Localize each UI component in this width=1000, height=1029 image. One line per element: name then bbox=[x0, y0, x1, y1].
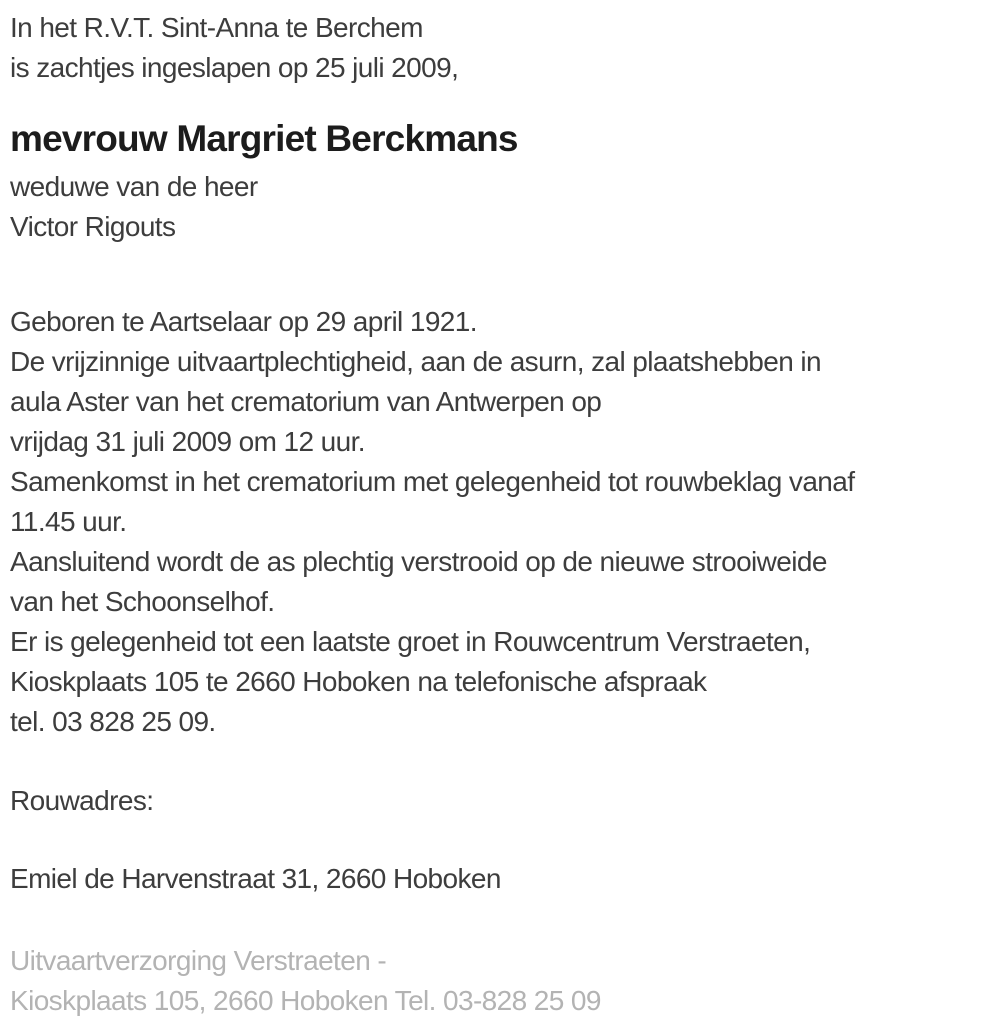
funeral-home-footer bbox=[10, 941, 990, 1021]
details-line: vrijdag 31 juli 2009 om 12 uur. bbox=[10, 426, 365, 457]
details-line: Er is gelegenheid tot een laatste groet in Rouwcentrum Verstraeten, bbox=[10, 626, 811, 657]
intro-line: is zachtjes ingeslapen op 25 juli 2009, bbox=[10, 52, 459, 83]
relation-line: Victor Rigouts bbox=[10, 211, 176, 242]
rouwadres-label: Rouwadres: bbox=[10, 785, 154, 816]
details-line: Aansluitend wordt de as plechtig verstrooid op de nieuwe strooiweide bbox=[10, 546, 827, 577]
details-line: Samenkomst in het crematorium met gelegenheid tot rouwbeklag vanaf bbox=[10, 466, 855, 497]
details-line: Geboren te Aartselaar op 29 april 1921. bbox=[10, 306, 477, 337]
details-line: Kioskplaats 105 te 2660 Hoboken na telefonische afspraak bbox=[10, 666, 707, 697]
relation-block bbox=[10, 167, 990, 247]
details-line: tel. 03 828 25 09. bbox=[10, 706, 216, 737]
deceased-name-heading: mevrouw Margriet Berckmans bbox=[10, 118, 518, 159]
relation-line: weduwe van de heer bbox=[10, 171, 258, 202]
details-line: aula Aster van het crematorium van Antwerpen op bbox=[10, 386, 602, 417]
details-line: De vrijzinnige uitvaartplechtigheid, aan de asurn, zal plaatshebben in bbox=[10, 346, 821, 377]
intro-block bbox=[10, 8, 990, 88]
details-line: van het Schoonselhof. bbox=[10, 586, 275, 617]
details-line: 11.45 uur. bbox=[10, 506, 127, 537]
footer-line: Uitvaartverzorging Verstraeten - bbox=[10, 945, 387, 976]
footer-line: Kioskplaats 105, 2660 Hoboken Tel. 03-828 25 09 bbox=[10, 985, 601, 1016]
ceremony-details-block bbox=[10, 302, 990, 742]
rouwadres-address: Emiel de Harvenstraat 31, 2660 Hoboken bbox=[10, 863, 501, 894]
intro-line: In het R.V.T. Sint-Anna te Berchem bbox=[10, 12, 423, 43]
